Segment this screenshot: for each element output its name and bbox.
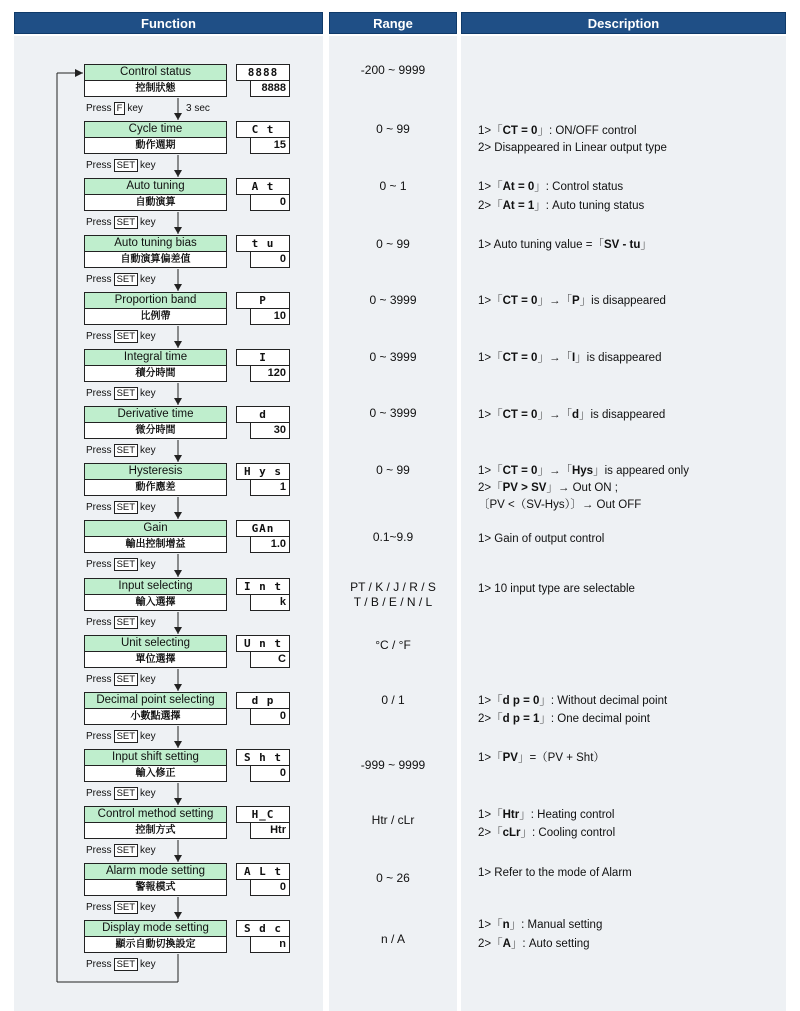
parameter-name-zh: 動作週期 bbox=[84, 137, 227, 154]
key-word: key bbox=[140, 731, 156, 742]
key-word: key bbox=[140, 274, 156, 285]
description-line: 1> Gain of output control bbox=[478, 533, 605, 545]
press-word: Press bbox=[86, 674, 112, 685]
press-word: Press bbox=[86, 160, 112, 171]
parameter-name-zh: 自動演算偏差值 bbox=[84, 251, 227, 268]
range-text: 0 ~ 99 bbox=[376, 463, 410, 477]
default-value: 0 bbox=[250, 765, 290, 782]
range-cell bbox=[329, 932, 457, 947]
range-cell bbox=[329, 122, 457, 137]
press-key-label bbox=[86, 616, 156, 630]
parameter-block bbox=[84, 578, 294, 610]
range-text: 0 ~ 3999 bbox=[369, 350, 417, 364]
range-text: Htr / cLr bbox=[371, 813, 415, 827]
default-value: 8888 bbox=[250, 80, 290, 97]
press-word: Press bbox=[86, 502, 112, 513]
parameter-block bbox=[84, 920, 294, 952]
description-line: 1>「CT = 0」→「d」is disappeared bbox=[478, 409, 666, 421]
default-value: 0 bbox=[250, 708, 290, 725]
display-code: H y s bbox=[236, 463, 290, 480]
parameter-name: Alarm mode setting bbox=[84, 863, 227, 880]
default-value: 0 bbox=[250, 194, 290, 211]
range-cell bbox=[329, 758, 457, 773]
range-text: 0.1~9.9 bbox=[372, 530, 414, 544]
range-text: T / B / E / N / L bbox=[353, 595, 433, 609]
display-code: H_C bbox=[236, 806, 290, 823]
range-cell bbox=[329, 463, 457, 478]
range-cell bbox=[329, 406, 457, 421]
parameter-block bbox=[84, 121, 294, 153]
range-cell bbox=[329, 530, 457, 545]
key-word: key bbox=[140, 902, 156, 913]
press-key-label bbox=[86, 730, 156, 744]
range-text: 0 ~ 3999 bbox=[369, 293, 417, 307]
display-code: t u bbox=[236, 235, 290, 252]
range-cell bbox=[329, 293, 457, 308]
key-word: key bbox=[127, 103, 143, 114]
set-key: SET bbox=[114, 958, 138, 971]
parameter-name: Control status bbox=[84, 64, 227, 81]
set-key: SET bbox=[114, 387, 138, 400]
parameter-name: Input shift setting bbox=[84, 749, 227, 766]
parameter-name: Auto tuning bias bbox=[84, 235, 227, 252]
key-word: key bbox=[140, 217, 156, 228]
description-line: 2> Disappeared in Linear output type bbox=[478, 142, 667, 154]
parameter-name-zh: 自動演算 bbox=[84, 194, 227, 211]
description-line: 1> 10 input type are selectable bbox=[478, 583, 635, 595]
default-value: 0 bbox=[250, 251, 290, 268]
display-code: U n t bbox=[236, 635, 290, 652]
parameter-name-zh: 控制狀態 bbox=[84, 80, 227, 97]
range-text: °C / °F bbox=[375, 638, 411, 652]
range-cell bbox=[329, 871, 457, 886]
default-value: 15 bbox=[250, 137, 290, 154]
parameter-name-zh: 小數點選擇 bbox=[84, 708, 227, 725]
parameter-block bbox=[84, 692, 294, 724]
function-column-header: Function bbox=[14, 12, 323, 34]
display-code: d bbox=[236, 406, 290, 423]
display-code: S h t bbox=[236, 749, 290, 766]
key-word: key bbox=[140, 331, 156, 342]
key-word: key bbox=[140, 788, 156, 799]
press-key-label bbox=[86, 216, 156, 230]
range-text: n / A bbox=[380, 932, 406, 946]
press-word: Press bbox=[86, 788, 112, 799]
press-key-label bbox=[86, 558, 156, 572]
range-cell bbox=[329, 63, 457, 78]
description-line: 1>「CT = 0」→「P」is disappeared bbox=[478, 295, 666, 307]
range-cell bbox=[329, 580, 457, 610]
parameter-name: Unit selecting bbox=[84, 635, 227, 652]
display-code: d p bbox=[236, 692, 290, 709]
range-cell bbox=[329, 179, 457, 194]
range-cell bbox=[329, 693, 457, 708]
range-text: 0 / 1 bbox=[381, 693, 405, 707]
description-line: 1>「CT = 0」: ON/OFF control bbox=[478, 125, 637, 137]
parameter-name: Proportion band bbox=[84, 292, 227, 309]
parameter-name-zh: 警報模式 bbox=[84, 879, 227, 896]
range-text: -200 ~ 9999 bbox=[360, 63, 426, 77]
key-word: key bbox=[140, 388, 156, 399]
range-text: 0 ~ 26 bbox=[376, 871, 410, 885]
key-word: key bbox=[140, 617, 156, 628]
key-word: key bbox=[140, 959, 156, 970]
default-value: 120 bbox=[250, 365, 290, 382]
press-key-label bbox=[86, 901, 156, 915]
description-line: 2>「cLr」: Cooling control bbox=[478, 827, 616, 839]
display-code: C t bbox=[236, 121, 290, 138]
press-key-label bbox=[86, 444, 156, 458]
description-line: 1>「CT = 0」→「Hys」is appeared only bbox=[478, 465, 689, 477]
parameter-block bbox=[84, 635, 294, 667]
parameter-name: Cycle time bbox=[84, 121, 227, 138]
description-line: 1> Auto tuning value =「SV - tu」 bbox=[478, 239, 652, 251]
default-value: Htr bbox=[250, 822, 290, 839]
key-word: key bbox=[140, 674, 156, 685]
description-line: 2>「At = 1」: Auto tuning status bbox=[478, 200, 645, 212]
press-key-label bbox=[86, 159, 156, 173]
display-code: I bbox=[236, 349, 290, 366]
parameter-name-zh: 動作應差 bbox=[84, 479, 227, 496]
display-code: A t bbox=[236, 178, 290, 195]
display-code: P bbox=[236, 292, 290, 309]
parameter-block bbox=[84, 292, 294, 324]
range-column-header: Range bbox=[329, 12, 457, 34]
press-key-label bbox=[86, 387, 156, 401]
range-text: 0 ~ 99 bbox=[376, 122, 410, 136]
set-key: SET bbox=[114, 216, 138, 229]
default-value: 0 bbox=[250, 879, 290, 896]
press-word: Press bbox=[86, 559, 112, 570]
range-text: 0 ~ 1 bbox=[379, 179, 407, 193]
range-cell bbox=[329, 638, 457, 653]
parameter-block bbox=[84, 863, 294, 895]
description-line: 2>「A」: Auto setting bbox=[478, 938, 590, 950]
parameter-block bbox=[84, 235, 294, 267]
parameter-block bbox=[84, 749, 294, 781]
range-cell bbox=[329, 237, 457, 252]
display-code: I n t bbox=[236, 578, 290, 595]
set-key: SET bbox=[114, 501, 138, 514]
default-value: 30 bbox=[250, 422, 290, 439]
press-word: Press bbox=[86, 103, 112, 114]
parameter-name: Display mode setting bbox=[84, 920, 227, 937]
parameter-name-zh: 積分時間 bbox=[84, 365, 227, 382]
press-word: Press bbox=[86, 845, 112, 856]
display-code: GAn bbox=[236, 520, 290, 537]
description-line: 1> Refer to the mode of Alarm bbox=[478, 867, 632, 879]
description-line: 1>「At = 0」: Control status bbox=[478, 181, 624, 193]
default-value: 10 bbox=[250, 308, 290, 325]
parameter-name-zh: 控制方式 bbox=[84, 822, 227, 839]
description-line: 1>「n」: Manual setting bbox=[478, 919, 603, 931]
press-word: Press bbox=[86, 959, 112, 970]
default-value: k bbox=[250, 594, 290, 611]
parameter-name-zh: 輸入修正 bbox=[84, 765, 227, 782]
press-key-label bbox=[86, 501, 156, 515]
default-value: n bbox=[250, 936, 290, 953]
press-key-label bbox=[86, 787, 156, 801]
description-line: 1>「d p = 0」: Without decimal point bbox=[478, 695, 668, 707]
description-line: 2>「d p = 1」: One decimal point bbox=[478, 713, 650, 725]
press-key-label bbox=[86, 673, 156, 687]
press-word: Press bbox=[86, 731, 112, 742]
press-key-label bbox=[86, 330, 156, 344]
range-text: -999 ~ 9999 bbox=[360, 758, 426, 772]
key-word: key bbox=[140, 502, 156, 513]
parameter-name: Input selecting bbox=[84, 578, 227, 595]
press-word: Press bbox=[86, 331, 112, 342]
parameter-name-zh: 微分時間 bbox=[84, 422, 227, 439]
description-line: 1>「Htr」: Heating control bbox=[478, 809, 615, 821]
press-word: Press bbox=[86, 388, 112, 399]
press-word: Press bbox=[86, 902, 112, 913]
parameter-name: Auto tuning bbox=[84, 178, 227, 195]
press-word: Press bbox=[86, 445, 112, 456]
parameter-block bbox=[84, 806, 294, 838]
range-text: 0 ~ 99 bbox=[376, 237, 410, 251]
display-code: A L t bbox=[236, 863, 290, 880]
parameter-name: Gain bbox=[84, 520, 227, 537]
set-key: SET bbox=[114, 558, 138, 571]
set-key: SET bbox=[114, 730, 138, 743]
parameter-block bbox=[84, 178, 294, 210]
press-word: Press bbox=[86, 217, 112, 228]
key-word: key bbox=[140, 160, 156, 171]
description-line: 1>「PV」=（PV + Sht） bbox=[478, 752, 605, 764]
key-word: key bbox=[140, 559, 156, 570]
key-word: key bbox=[140, 445, 156, 456]
set-key: SET bbox=[114, 901, 138, 914]
hold-time: 3 sec bbox=[186, 103, 210, 114]
set-key: SET bbox=[114, 159, 138, 172]
display-code: 8888 bbox=[236, 64, 290, 81]
parameter-block bbox=[84, 463, 294, 495]
parameter-name-zh: 顯示自動切換設定 bbox=[84, 936, 227, 953]
parameter-name-zh: 輸入選擇 bbox=[84, 594, 227, 611]
parameter-block bbox=[84, 520, 294, 552]
press-key-label bbox=[86, 273, 156, 287]
range-text: 0 ~ 3999 bbox=[369, 406, 417, 420]
set-key: SET bbox=[114, 787, 138, 800]
parameter-block bbox=[84, 64, 294, 96]
parameter-name: Derivative time bbox=[84, 406, 227, 423]
set-key: SET bbox=[114, 844, 138, 857]
press-key-label bbox=[86, 958, 156, 972]
range-text: PT / K / J / R / S bbox=[350, 580, 436, 594]
set-key: SET bbox=[114, 330, 138, 343]
display-code: S d c bbox=[236, 920, 290, 937]
f-key: F bbox=[114, 102, 126, 115]
default-value: 1 bbox=[250, 479, 290, 496]
parameter-name-zh: 輸出控制增益 bbox=[84, 536, 227, 553]
press-key-label bbox=[86, 102, 210, 116]
key-word: key bbox=[140, 845, 156, 856]
parameter-name: Integral time bbox=[84, 349, 227, 366]
parameter-block bbox=[84, 349, 294, 381]
parameter-name: Decimal point selecting bbox=[84, 692, 227, 709]
set-key: SET bbox=[114, 273, 138, 286]
parameter-name: Hysteresis bbox=[84, 463, 227, 480]
description-line: 〔PV <（SV-Hys）〕→ Out OFF bbox=[478, 499, 642, 511]
parameter-name-zh: 單位選擇 bbox=[84, 651, 227, 668]
range-cell bbox=[329, 350, 457, 365]
description-column-header: Description bbox=[461, 12, 786, 34]
description-line: 2>「PV > SV」→ Out ON ; bbox=[478, 482, 618, 494]
press-word: Press bbox=[86, 274, 112, 285]
parameter-name-zh: 比例帶 bbox=[84, 308, 227, 325]
parameter-name: Control method setting bbox=[84, 806, 227, 823]
set-key: SET bbox=[114, 673, 138, 686]
set-key: SET bbox=[114, 616, 138, 629]
parameter-block bbox=[84, 406, 294, 438]
press-word: Press bbox=[86, 617, 112, 628]
press-key-label bbox=[86, 844, 156, 858]
set-key: SET bbox=[114, 444, 138, 457]
default-value: 1.0 bbox=[250, 536, 290, 553]
default-value: C bbox=[250, 651, 290, 668]
range-cell bbox=[329, 813, 457, 828]
description-line: 1>「CT = 0」→「I」is disappeared bbox=[478, 352, 662, 364]
